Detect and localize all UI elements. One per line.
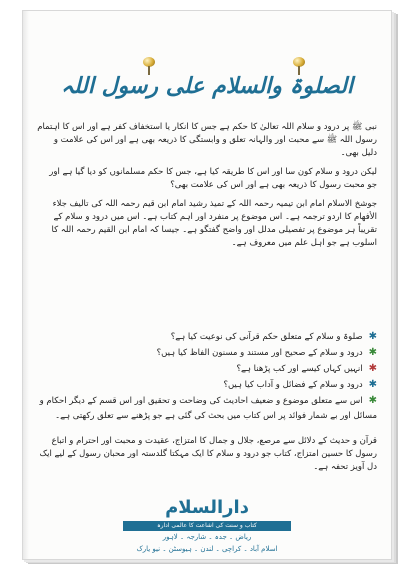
publisher-tagline: کتاب و سنت کی اشاعت کا عالمی ادارہ: [123, 521, 291, 531]
list-item: ✱اس سے متعلق موضوع و ضعیف احادیث کی وضاحت و تحقیق اور اس قسم کے دیگر احکام و مسائل اور بے شمار فوائد پر اس کتاب میں بحث کی گئی ہے جو پڑھنے سے تعلق رکھتی ہے۔: [39, 395, 377, 421]
list-item: ✱درود و سلام کے فضائل و آداب کیا ہیں؟: [223, 379, 377, 390]
publisher-cities-line-1: ریاض ۔ جدہ ۔ شارجہ ۔ لاہور: [162, 533, 252, 541]
closing-paragraph: قرآن و حدیث کے دلائل سے مرصع، جلال و جمال کا امتزاج، عقیدت و محبت اور احترام و اتباع رسول کا حسین امتزاج، کتاب جو درود و سلام کا ایک مہکتا گلدستہ اور محبان رسول کے لیے ایک دل آویز تحفہ ہے۔: [39, 436, 377, 472]
book-title: الصلوۃ والسلام علی رسول اللہ: [60, 73, 354, 99]
question-list: [37, 329, 377, 424]
star-icon: ✱: [368, 395, 377, 406]
closing-text: [37, 435, 377, 480]
paragraph: نبی ﷺ پر درود و سلام اللہ تعالیٰ کا حکم ہے جس کا انکار یا استخفاف کفر ہے اور اس کا اہتمام رسول اللہ ﷺ سے محبت اور والہانہ تعلق و وابستگی کا ذریعہ بھی ہے اور اس کی علامت و دلیل بھی۔: [37, 122, 377, 158]
star-icon: ✱: [368, 347, 377, 358]
list-item: ✱انہیں کہاں کیسے اور کب پڑھنا ہے؟: [236, 363, 377, 374]
book-back-cover: [22, 10, 392, 560]
star-icon: ✱: [368, 331, 377, 342]
star-icon: ✱: [368, 379, 377, 390]
list-item: ✱صلوۃ و سلام کے متعلق حکم قرآنی کی نوعیت کیا ہے؟: [170, 331, 377, 342]
publisher-logo: دارالسلام: [165, 497, 249, 518]
paragraph: لیکن درود و سلام کون سا اور اس کا طریقہ کیا ہے، جس کا حکم مسلمانوں کو دیا گیا ہے اور جو محبت رسول کا ذریعہ بھی ہے اور اس کی علامت بھی؟: [49, 167, 377, 190]
publisher-cities-line-2: اسلام آباد ۔ کراچی ۔ لندن ۔ ہیوسٹن ۔ نیو یارک: [136, 545, 278, 553]
list-item: ✱درود و سلام کے صحیح اور مستند و مسنون الفاظ کیا ہیں؟: [156, 347, 377, 358]
paragraph: جوشخ الاسلام امام ابن تیمیہ رحمہ اللہ کے تمیذ رشید امام ابن قیم رحمہ اللہ کی تالیف جلاء الأفهام کا اردو ترجمہ ہے۔ اس موضوع پر منفرد اور اہم کتاب ہے۔ اس میں درود و سلام کے تقریباً ہر موضوع پر تفصیلی مدلل اور واضح گفتگو ہے۔ جیسا کہ امام ابن القیم رحمہ اللہ کا اسلوب ہے جو اہل علم میں معروف ہے۔: [51, 199, 377, 248]
description-text: [37, 121, 377, 256]
star-icon: ✱: [368, 363, 377, 374]
